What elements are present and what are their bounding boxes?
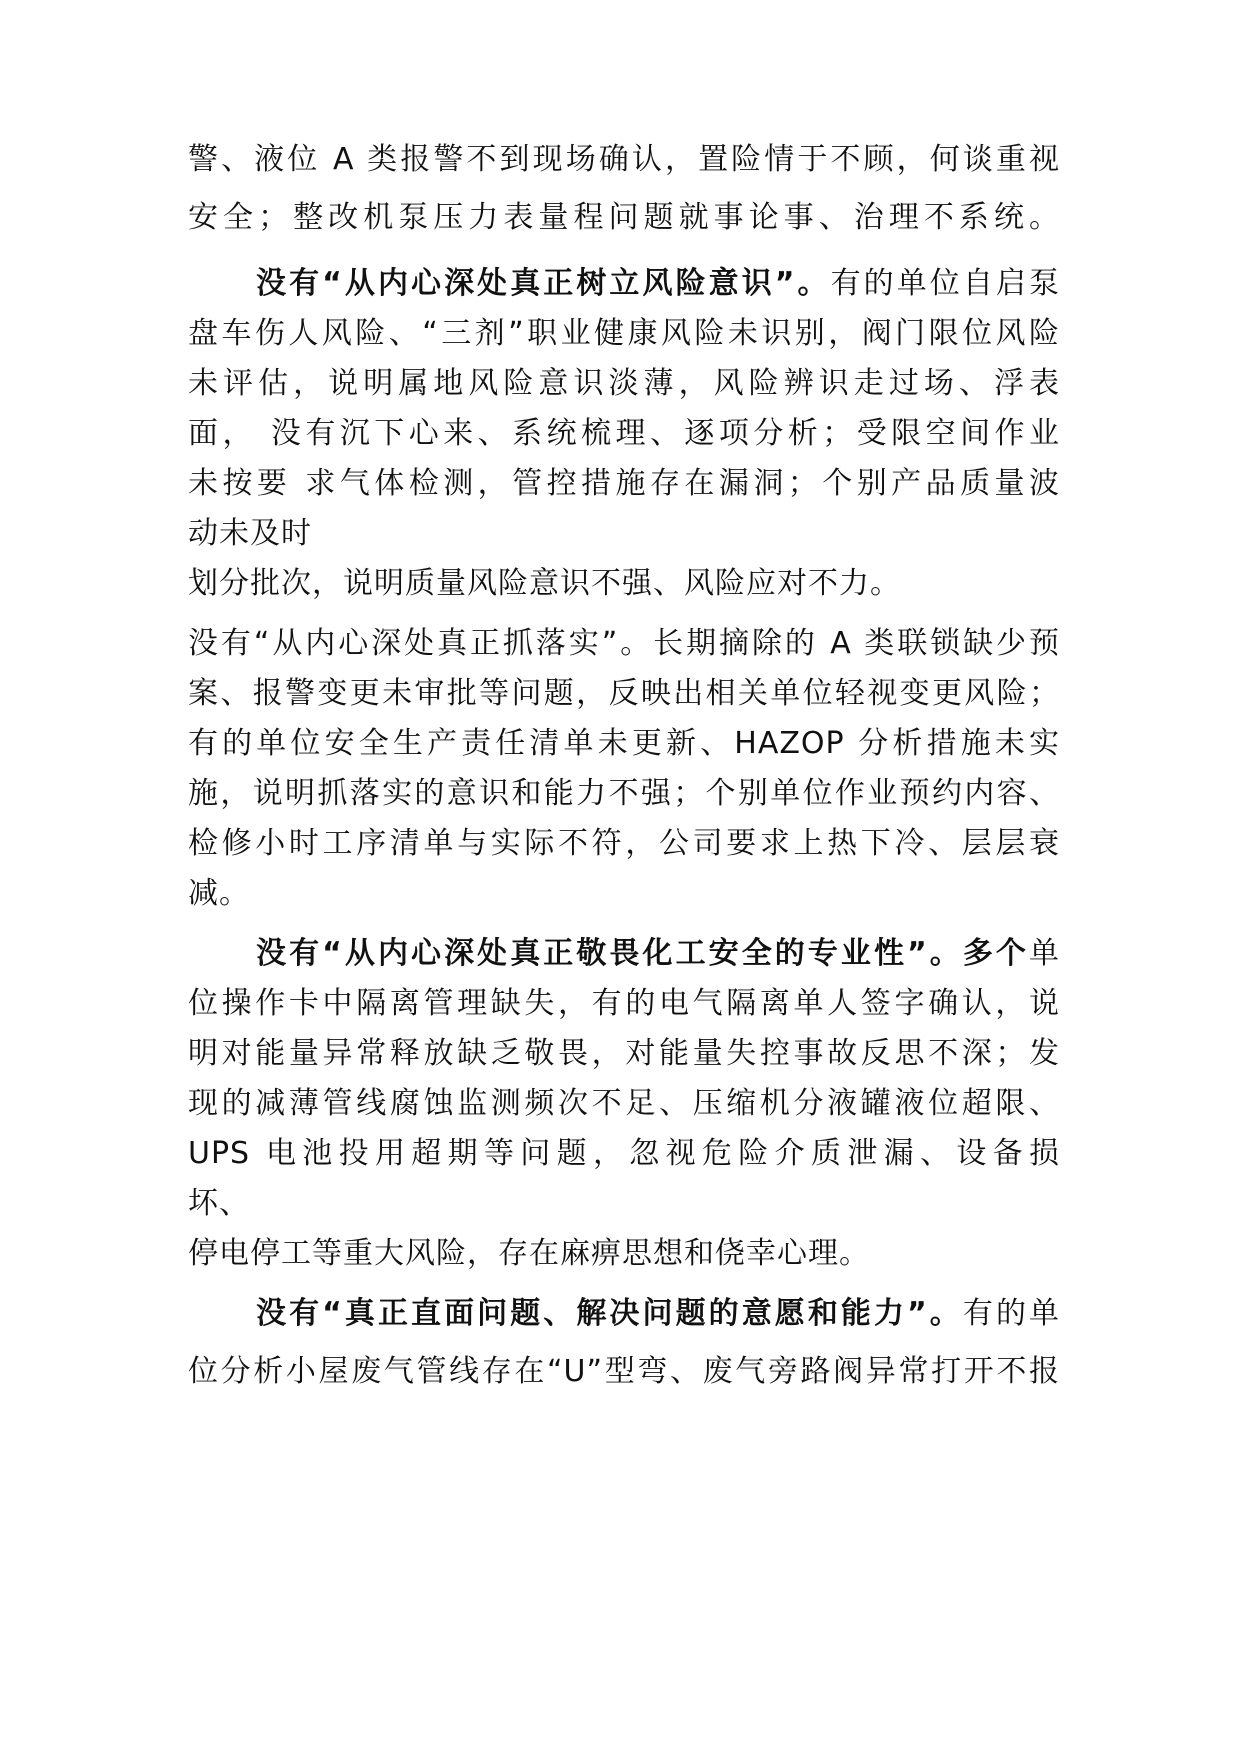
- text-line: 坏、: [188, 1186, 250, 1221]
- paragraph-first-line: [256, 934, 1060, 974]
- text-line: 案、报警变更未审批等问题，反映出相关单位轻视变更风险；: [188, 676, 1060, 711]
- text-line: 明对能量异常释放缺乏敬畏，对能量失控事故反思不深；发: [188, 1036, 1060, 1071]
- text-line: 安全；整改机泵压力表量程问题就事论事、治理不系统。: [188, 200, 1060, 235]
- text-fragment: 单: [1029, 936, 1060, 971]
- text-line: 没有“从内心深处真正抓落实”。长期摘除的 A 类联锁缺少预: [188, 626, 1060, 661]
- text-line: 减。: [188, 876, 250, 911]
- text-line: 警、液位 A 类报警不到现场确认，置险情于不顾，何谈重视: [188, 142, 1060, 177]
- text-line: 动未及时: [188, 516, 312, 551]
- text-line: 施，说明抓落实的意识和能力不强；个别单位作业预约内容、: [188, 776, 1060, 811]
- text-line: 盘车伤人风险、“三剂”职业健康风险未识别，阀门限位风险: [188, 316, 1060, 351]
- paragraph-heading: 没有“真正直面问题、解决问题的意愿和能力”。: [256, 1296, 963, 1331]
- text-fragment: 有的单: [962, 1296, 1061, 1331]
- paragraph-heading: 没有“从内心深处真正敬畏化工安全的专业性”。多个: [256, 936, 1029, 971]
- text-fragment: 有的单位自启泵: [830, 266, 1060, 301]
- paragraph-heading: 没有“从内心深处真正树立风险意识”。: [256, 266, 831, 301]
- text-line: 位操作卡中隔离管理缺失，有的电气隔离单人签字确认，说: [188, 986, 1060, 1021]
- text-line: 停电停工等重大风险，存在麻痹思想和侥幸心理。: [188, 1236, 870, 1271]
- text-line: 未按要 求气体检测，管控措施存在漏洞；个别产品质量波: [188, 466, 1060, 501]
- text-line: 位分析小屋废气管线存在“U”型弯、废气旁路阀异常打开不报: [188, 1354, 1060, 1389]
- text-line: 划分批次，说明质量风险意识不强、风险应对不力。: [188, 566, 901, 601]
- text-line: 检修小时工序清单与实际不符，公司要求上热下冷、层层衰: [188, 826, 1060, 861]
- text-line: 现的减薄管线腐蚀监测频次不足、压缩机分液罐液位超限、: [188, 1086, 1060, 1121]
- text-line: 未评估，说明属地风险意识淡薄，风险辨识走过场、浮表: [188, 366, 1060, 401]
- paragraph-first-line: [256, 1294, 1060, 1334]
- text-line: 有的单位安全生产责任清单未更新、HAZOP 分析措施未实: [188, 726, 1060, 761]
- paragraph-first-line: [256, 264, 1060, 304]
- text-line: 面， 没有沉下心来、系统梳理、逐项分析；受限空间作业: [188, 416, 1060, 451]
- text-line: UPS 电池投用超期等问题，忽视危险介质泄漏、设备损: [188, 1136, 1060, 1171]
